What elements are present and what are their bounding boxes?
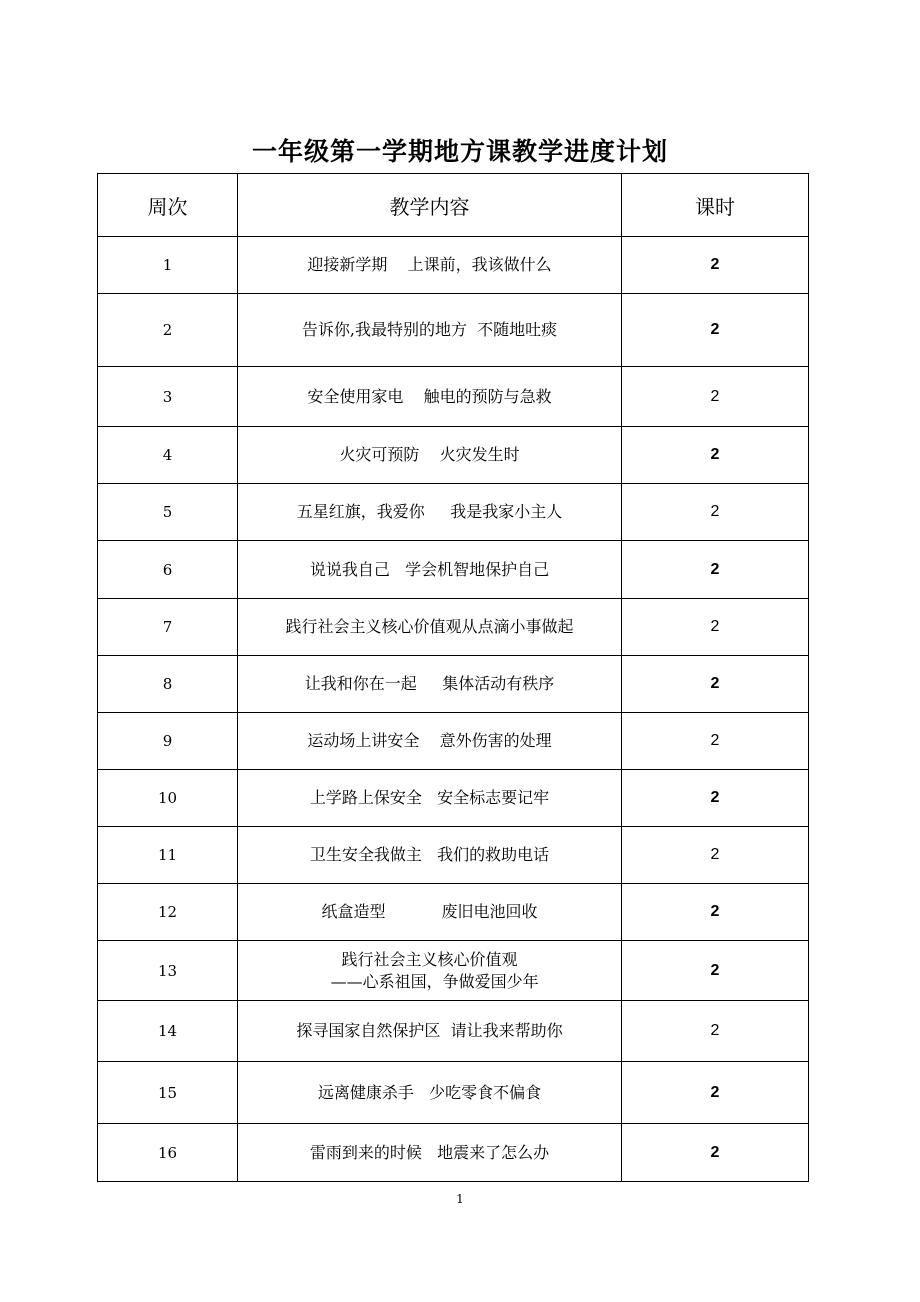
page-number: 1 — [456, 1192, 464, 1206]
cell-week: 5 — [98, 484, 238, 541]
cell-content: 卫生安全我做主 我们的救助电话 — [238, 827, 622, 884]
table-row — [98, 237, 809, 294]
cell-week: 14 — [98, 1001, 238, 1062]
cell-hours: 2 — [622, 827, 809, 884]
cell-hours: 2 — [622, 541, 809, 599]
cell-week: 6 — [98, 541, 238, 599]
cell-week: 9 — [98, 713, 238, 770]
table-row — [98, 656, 809, 713]
cell-week: 15 — [98, 1062, 238, 1124]
cell-hours: 2 — [622, 1062, 809, 1124]
table-row — [98, 484, 809, 541]
cell-hours: 2 — [622, 656, 809, 713]
table-row — [98, 541, 809, 599]
cell-week: 4 — [98, 427, 238, 484]
table-row — [98, 713, 809, 770]
cell-content: 迎接新学期 上课前，我该做什么 — [238, 237, 622, 294]
cell-hours: 2 — [622, 884, 809, 941]
table-body — [98, 237, 809, 1182]
table-row — [98, 427, 809, 484]
cell-hours: 2 — [622, 599, 809, 656]
cell-content: 说说我自己 学会机智地保护自己 — [238, 541, 622, 599]
cell-week: 12 — [98, 884, 238, 941]
table-row — [98, 1001, 809, 1062]
cell-hours: 2 — [622, 484, 809, 541]
cell-week: 7 — [98, 599, 238, 656]
table-row — [98, 1124, 809, 1182]
cell-hours: 2 — [622, 294, 809, 367]
cell-hours: 2 — [622, 770, 809, 827]
cell-hours: 2 — [622, 1124, 809, 1182]
cell-week: 8 — [98, 656, 238, 713]
table-row — [98, 599, 809, 656]
table-row — [98, 1062, 809, 1124]
cell-week: 3 — [98, 367, 238, 427]
cell-content: 践行社会主义核心价值观 ——心系祖国，争做爱国少年 — [238, 941, 622, 1001]
table-row — [98, 294, 809, 367]
cell-week: 1 — [98, 237, 238, 294]
cell-content: 上学路上保安全 安全标志要记牢 — [238, 770, 622, 827]
page-title: 一年级第一学期地方课教学进度计划 — [251, 137, 668, 166]
header-week: 周次 — [98, 174, 238, 237]
schedule-table — [97, 173, 809, 1182]
table-row — [98, 367, 809, 427]
cell-content: 雷雨到来的时候 地震来了怎么办 — [238, 1124, 622, 1182]
table-row — [98, 770, 809, 827]
cell-content: 告诉你,我最特别的地方 不随地吐痰 — [238, 294, 622, 367]
cell-content: 运动场上讲安全 意外伤害的处理 — [238, 713, 622, 770]
cell-content: 五星红旗，我爱你 我是我家小主人 — [238, 484, 622, 541]
cell-content: 让我和你在一起 集体活动有秩序 — [238, 656, 622, 713]
cell-content: 探寻国家自然保护区 请让我来帮助你 — [238, 1001, 622, 1062]
cell-week: 10 — [98, 770, 238, 827]
cell-content: 安全使用家电 触电的预防与急救 — [238, 367, 622, 427]
table-row — [98, 827, 809, 884]
cell-week: 2 — [98, 294, 238, 367]
cell-week: 13 — [98, 941, 238, 1001]
cell-content: 践行社会主义核心价值观从点滴小事做起 — [238, 599, 622, 656]
cell-content: 远离健康杀手 少吃零食不偏食 — [238, 1062, 622, 1124]
cell-content: 纸盒造型 废旧电池回收 — [238, 884, 622, 941]
cell-hours: 2 — [622, 427, 809, 484]
cell-content: 火灾可预防 火灾发生时 — [238, 427, 622, 484]
table-header-row — [98, 174, 809, 237]
header-content: 教学内容 — [238, 174, 622, 237]
table-row — [98, 941, 809, 1001]
cell-week: 16 — [98, 1124, 238, 1182]
cell-hours: 2 — [622, 941, 809, 1001]
table-row — [98, 884, 809, 941]
header-hours: 课时 — [622, 174, 809, 237]
cell-hours: 2 — [622, 1001, 809, 1062]
cell-hours: 2 — [622, 367, 809, 427]
cell-week: 11 — [98, 827, 238, 884]
cell-hours: 2 — [622, 237, 809, 294]
cell-hours: 2 — [622, 713, 809, 770]
